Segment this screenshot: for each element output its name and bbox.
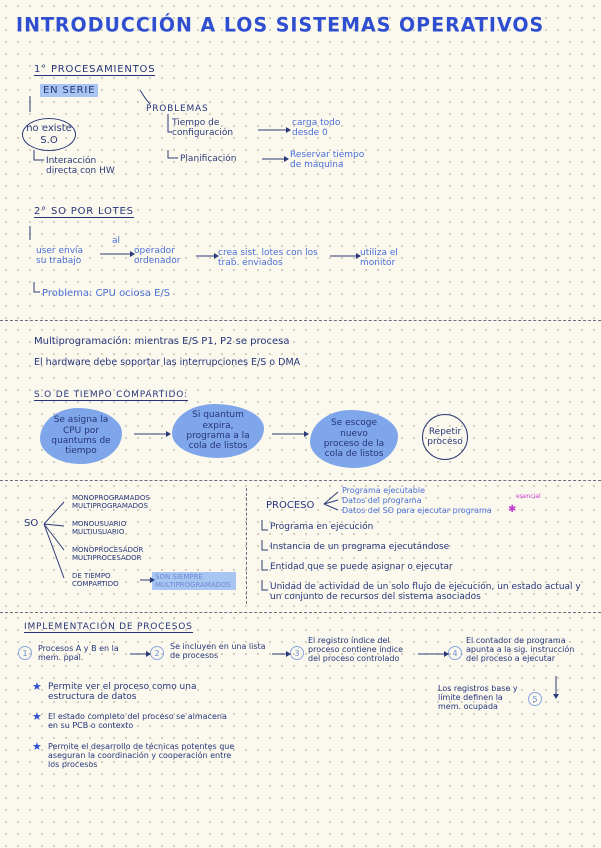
connector xyxy=(168,114,172,132)
step-number: 5 xyxy=(528,692,542,706)
proceso-a2: Datos del programa xyxy=(342,496,422,505)
connector xyxy=(262,560,268,570)
connector xyxy=(262,540,268,550)
connector xyxy=(168,150,178,158)
impl-step-1: Procesos A y B en la mem. ppal. xyxy=(38,644,119,663)
impl-bullet-3: Permite el desarrollo de técnicas potentes que aseguran la coordinación y cooperación entre los procesos xyxy=(48,742,235,770)
esencial-label: esencial xyxy=(516,493,541,500)
hardware-line: El hardware debe soportar las interrupciones E/S o DMA xyxy=(34,357,301,368)
so-monousuario: MONOUSUARIO MULTIUSUARIO xyxy=(72,520,127,537)
section2-header: 2° SO POR LOTES xyxy=(34,206,134,217)
impl-step-5: Los registros base y límite definen la mem. ocupada xyxy=(438,684,518,712)
tc-blob-1-text: Se asigna la CPU por quantums de tiempo xyxy=(51,415,111,457)
section1-header: 1° PROCESAMIENTOS xyxy=(34,64,156,75)
impl-header: IMPLEMENTACIÓN DE PROCESOS xyxy=(24,622,193,632)
proceso-label: PROCESO xyxy=(266,500,315,511)
tiempo-configuracion: Tiempo de configuración xyxy=(172,118,234,139)
impl-bullet-2: El estado completo del proceso se almacena en su PCB o contexto xyxy=(48,712,227,731)
connector xyxy=(34,282,40,292)
impl-step-4: El contador de programa apunta a la sig. instrucción del proceso a ejecutar xyxy=(466,636,575,664)
crea-lotes: crea sist. lotes con los trab. enviados xyxy=(218,248,318,269)
tc-blob-2-text: Si quantum expira, programa a la cola de listos xyxy=(186,410,250,452)
so-siempre-multi: SON SIEMPRE MULTIPROGRAMADOS xyxy=(152,572,236,590)
step-number: 3 xyxy=(290,646,304,660)
proceso-def-4: Unidad de actividad de un solo flujo de ejecución, un estado actual y un conjunto de recursos del sistema asociados xyxy=(270,582,581,603)
tc-blob-3-text: Se escoge nuevo proceso de la cola de listos xyxy=(323,418,385,460)
multiprogramacion-line: Multiprogramación: mientras E/S P1, P2 se procesa xyxy=(34,336,290,347)
proceso-a3: Datos del SO para ejecutar programa xyxy=(342,506,492,515)
connector xyxy=(262,520,268,530)
utiliza-monitor: utiliza el monitor xyxy=(360,248,398,269)
impl-bullet-1: Permite ver el proceso como una estructura de datos xyxy=(48,682,197,703)
user-envia: user envía su trabajo xyxy=(36,246,84,267)
star-icon: ★ xyxy=(32,680,42,693)
repetir-text: Repetir proceso xyxy=(427,427,463,447)
connector xyxy=(262,580,268,590)
so-root: SO xyxy=(24,518,39,529)
tiempo-compartido-header: S.O DE TIEMPO COMPARTIDO: xyxy=(34,390,188,400)
carga-todo: carga todo desde 0 xyxy=(292,118,341,139)
proceso-def-3: Entidad que se puede asignar o ejecutar xyxy=(270,562,453,572)
asterisk-icon: ✱ xyxy=(508,504,517,515)
planificacion: Planificación xyxy=(180,154,237,164)
impl-step-2: Se incluyen en una lista de procesos xyxy=(170,642,266,661)
so-mono-multi: MONOPROGRAMADOS MULTIPROGRAMADOS xyxy=(72,494,150,511)
al-label: al xyxy=(112,236,121,246)
branch xyxy=(44,524,64,578)
branch xyxy=(44,524,64,550)
impl-step-3: El registro índice del proceso contiene índice del proceso controlado xyxy=(308,636,404,664)
page-title: INTRODUCCIÓN A LOS SISTEMAS OPERATIVOS xyxy=(16,13,545,37)
step-number: 2 xyxy=(150,646,164,660)
star-icon: ★ xyxy=(32,710,42,723)
problemas-label: PROBLEMAS xyxy=(146,104,209,114)
branch xyxy=(44,524,64,526)
so-tiempo-compartido: DE TIEMPO COMPARTIDO xyxy=(72,572,119,589)
star-icon: ★ xyxy=(32,740,42,753)
reservar-tiempo: Reservar tiempo de máquina xyxy=(290,150,365,171)
so-monoprocesador: MONOPROCESADOR MULTIPROCESADOR xyxy=(72,546,144,563)
proceso-a1: Programa ejecutable xyxy=(342,486,425,495)
branch xyxy=(44,502,64,524)
operador: operador ordenador xyxy=(134,246,181,267)
step-number: 1 xyxy=(18,646,32,660)
proceso-def-1: Programa en ejecución xyxy=(270,522,374,532)
step-number: 4 xyxy=(448,646,462,660)
interaccion-hw: Interacción directa con HW xyxy=(46,156,115,177)
connector xyxy=(140,90,150,104)
proceso-def-2: Instancia de un programa ejecutándose xyxy=(270,542,450,552)
section1-subheader: EN SERIE xyxy=(40,84,98,97)
no-so-bubble: no existe S.O xyxy=(22,118,76,151)
branch xyxy=(324,504,338,510)
connector xyxy=(34,150,44,160)
problema-cpu: Problema: CPU ociosa E/S xyxy=(42,288,171,299)
